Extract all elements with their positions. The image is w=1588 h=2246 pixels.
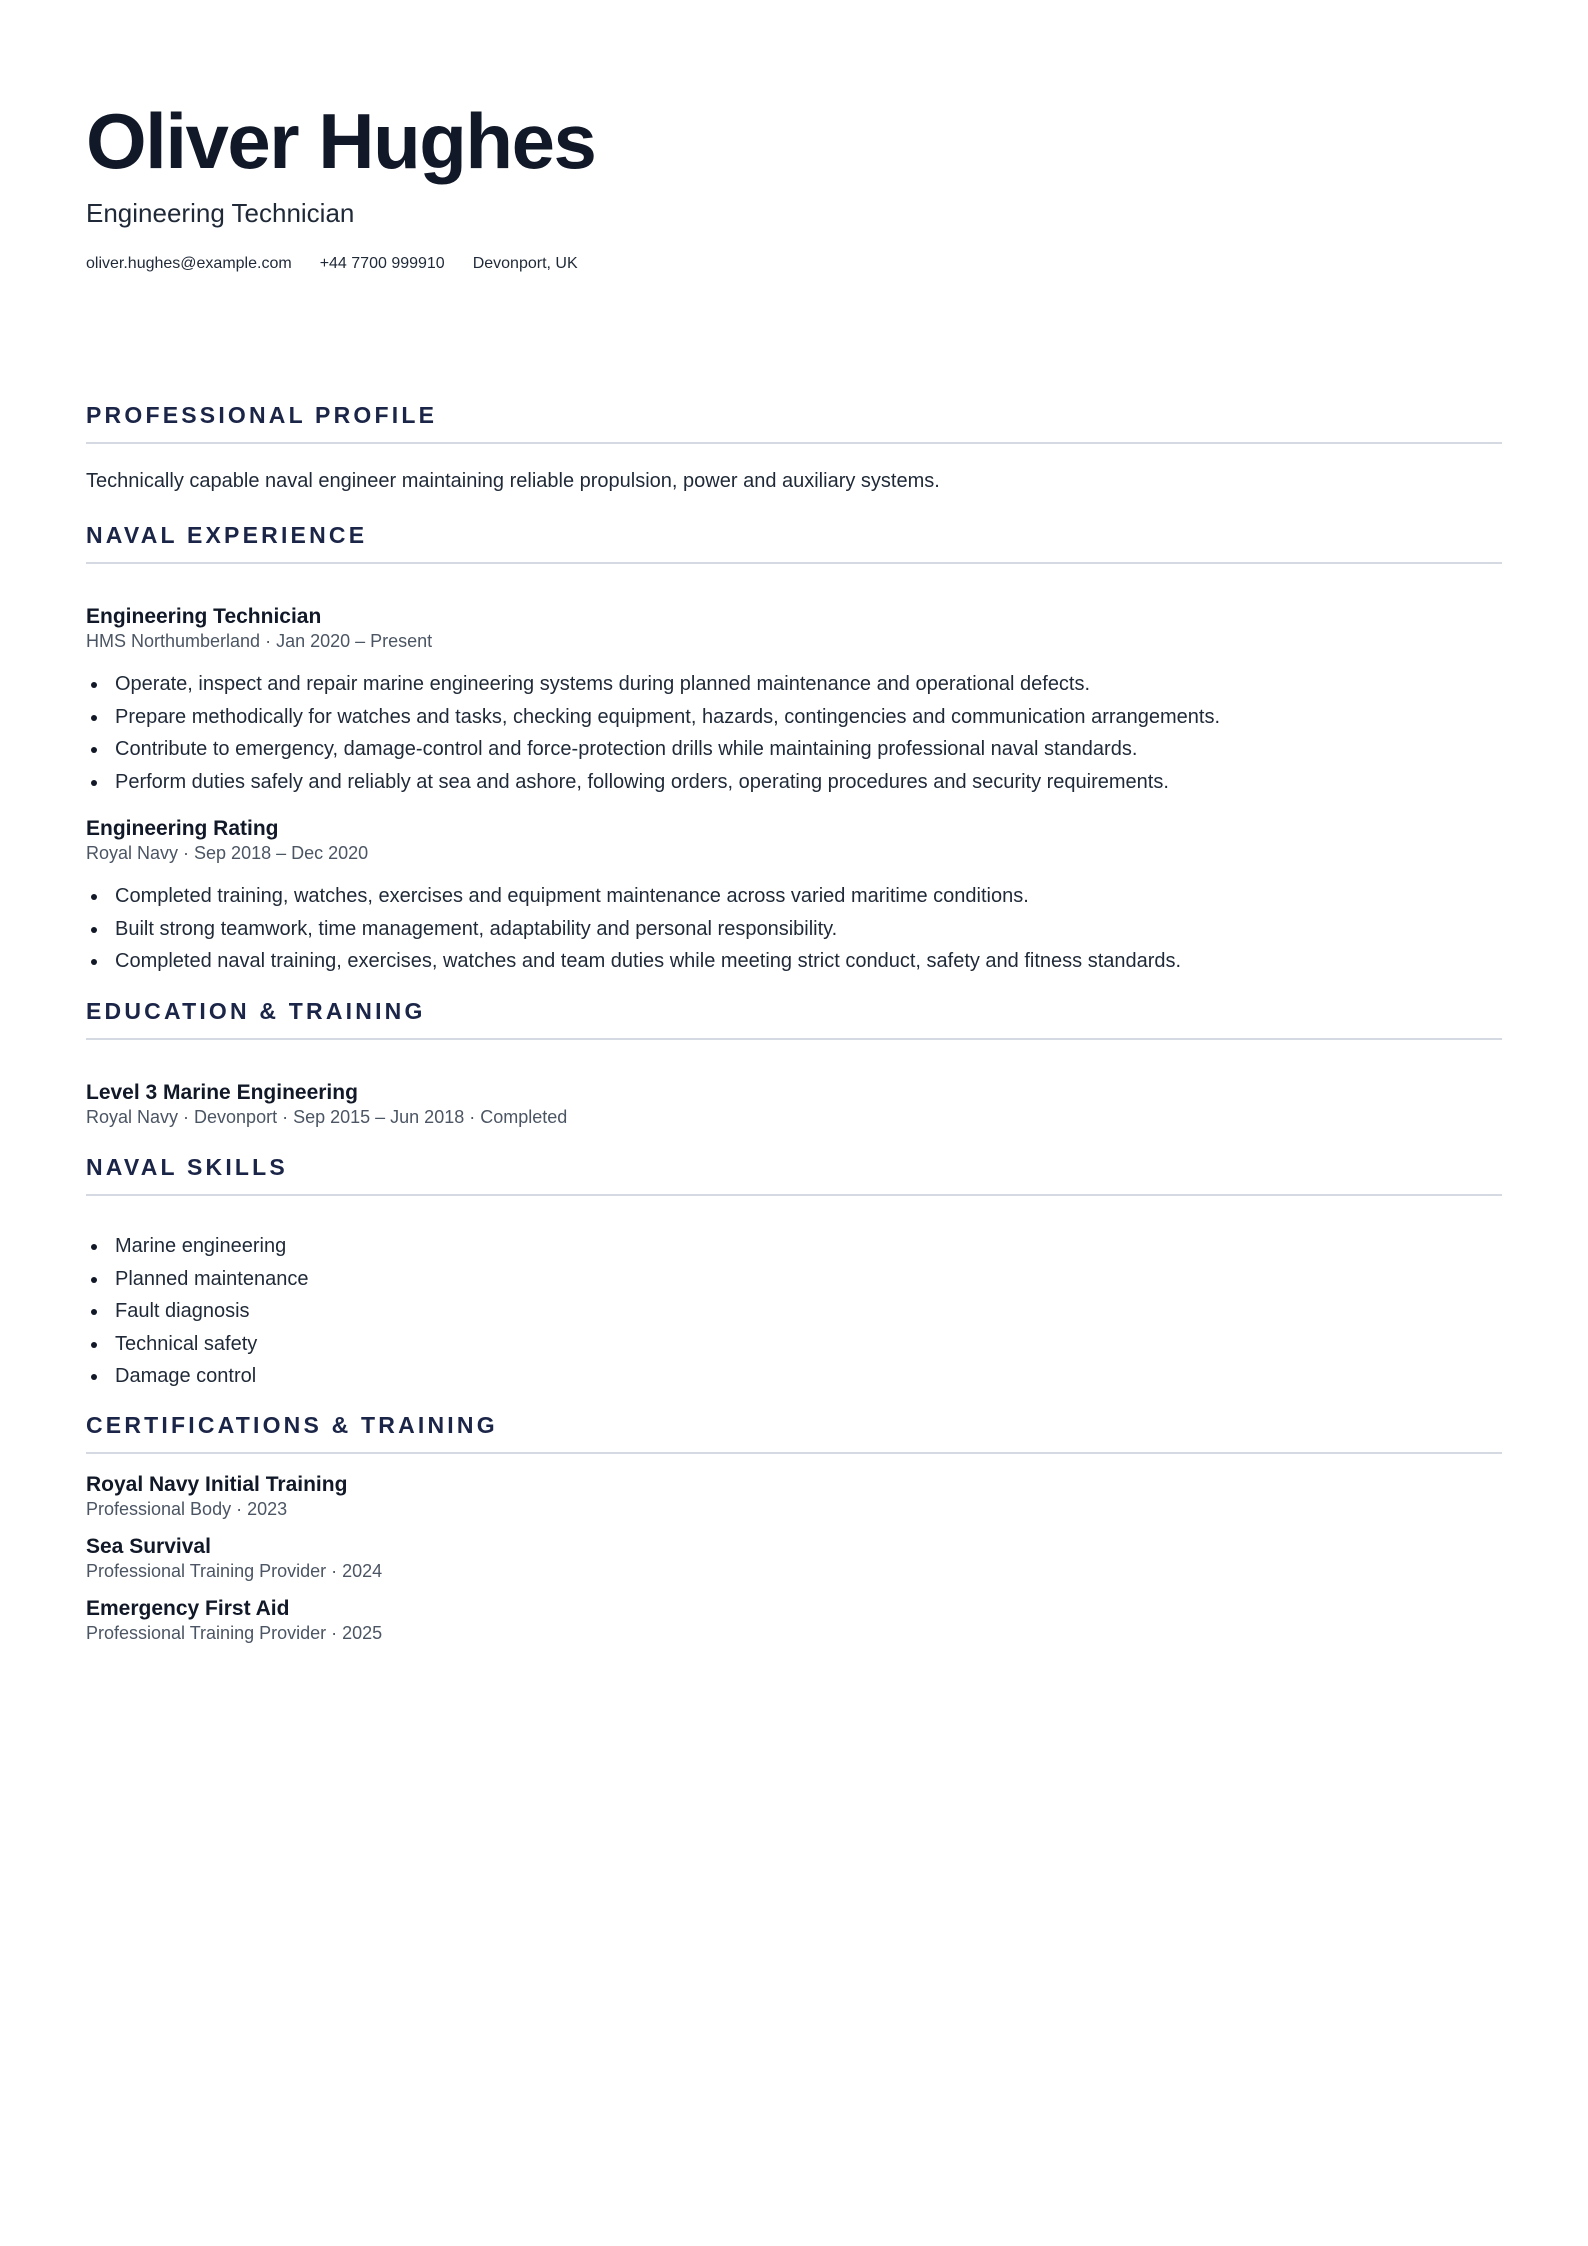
certification-title: Sea Survival xyxy=(86,1535,211,1558)
experience-bullets xyxy=(86,668,1502,798)
candidate-title: Engineering Technician xyxy=(86,198,355,228)
education-entry xyxy=(86,1080,1502,1128)
experience-entry xyxy=(86,604,1502,652)
skill-item: Technical safety xyxy=(115,1328,1502,1361)
job-meta: Royal Navy · Sep 2018 – Dec 2020 xyxy=(86,843,369,863)
skill-item: Damage control xyxy=(115,1360,1502,1393)
certification-meta: Professional Training Provider · 2025 xyxy=(86,1623,383,1643)
certification-meta: Professional Training Provider · 2024 xyxy=(86,1561,383,1581)
job-title: Engineering Rating xyxy=(86,817,279,840)
contact-phone[interactable]: +44 7700 999910 xyxy=(319,255,445,272)
section-heading-education: EDUCATION & TRAINING xyxy=(86,996,1502,1040)
certification-entry xyxy=(86,1534,1502,1582)
candidate-name: Oliver Hughes xyxy=(86,97,596,185)
certification-entry xyxy=(86,1596,1502,1644)
certification-title: Royal Navy Initial Training xyxy=(86,1473,348,1496)
education-title: Level 3 Marine Engineering xyxy=(86,1081,358,1104)
profile-text: Technically capable naval engineer maintaining reliable propulsion, power and auxiliary systems. xyxy=(86,470,940,492)
section-heading-certifications: CERTIFICATIONS & TRAINING xyxy=(86,1410,1502,1454)
contact-info xyxy=(86,253,578,275)
bullet-item: Completed naval training, exercises, watches and team duties while meeting strict conduct, safety and fitness standards. xyxy=(115,945,1502,978)
section-heading-skills: NAVAL SKILLS xyxy=(86,1152,1502,1196)
skill-item: Fault diagnosis xyxy=(115,1295,1502,1328)
bullet-item: Operate, inspect and repair marine engineering systems during planned maintenance and operational defects. xyxy=(115,668,1502,701)
section-heading-profile: PROFESSIONAL PROFILE xyxy=(86,400,1502,444)
bullet-item: Contribute to emergency, damage-control and force-protection drills while maintaining professional naval standards. xyxy=(115,733,1502,766)
job-title: Engineering Technician xyxy=(86,605,322,628)
certification-title: Emergency First Aid xyxy=(86,1597,290,1620)
certification-meta: Professional Body · 2023 xyxy=(86,1499,288,1519)
section-heading-experience: NAVAL EXPERIENCE xyxy=(86,520,1502,564)
profile-section xyxy=(86,467,1502,495)
job-meta: HMS Northumberland · Jan 2020 – Present xyxy=(86,631,433,651)
skill-item: Marine engineering xyxy=(115,1230,1502,1263)
certification-entry xyxy=(86,1472,1502,1520)
experience-entry xyxy=(86,816,1502,864)
bullet-item: Perform duties safely and reliably at sea and ashore, following orders, operating procedures and security requirements. xyxy=(115,766,1502,799)
experience-bullets xyxy=(86,880,1502,978)
bullet-item: Prepare methodically for watches and tasks, checking equipment, hazards, contingencies and communication arrangements. xyxy=(115,701,1502,734)
education-meta: Royal Navy · Devonport · Sep 2015 – Jun 2018 · Completed xyxy=(86,1107,568,1127)
skill-item: Planned maintenance xyxy=(115,1263,1502,1296)
contact-email[interactable]: oliver.hughes@example.com xyxy=(86,255,292,272)
bullet-item: Built strong teamwork, time management, adaptability and personal responsibility. xyxy=(115,913,1502,946)
bullet-item: Completed training, watches, exercises and equipment maintenance across varied maritime conditions. xyxy=(115,880,1502,913)
contact-location: Devonport, UK xyxy=(472,255,578,272)
skills-list xyxy=(86,1230,1502,1393)
